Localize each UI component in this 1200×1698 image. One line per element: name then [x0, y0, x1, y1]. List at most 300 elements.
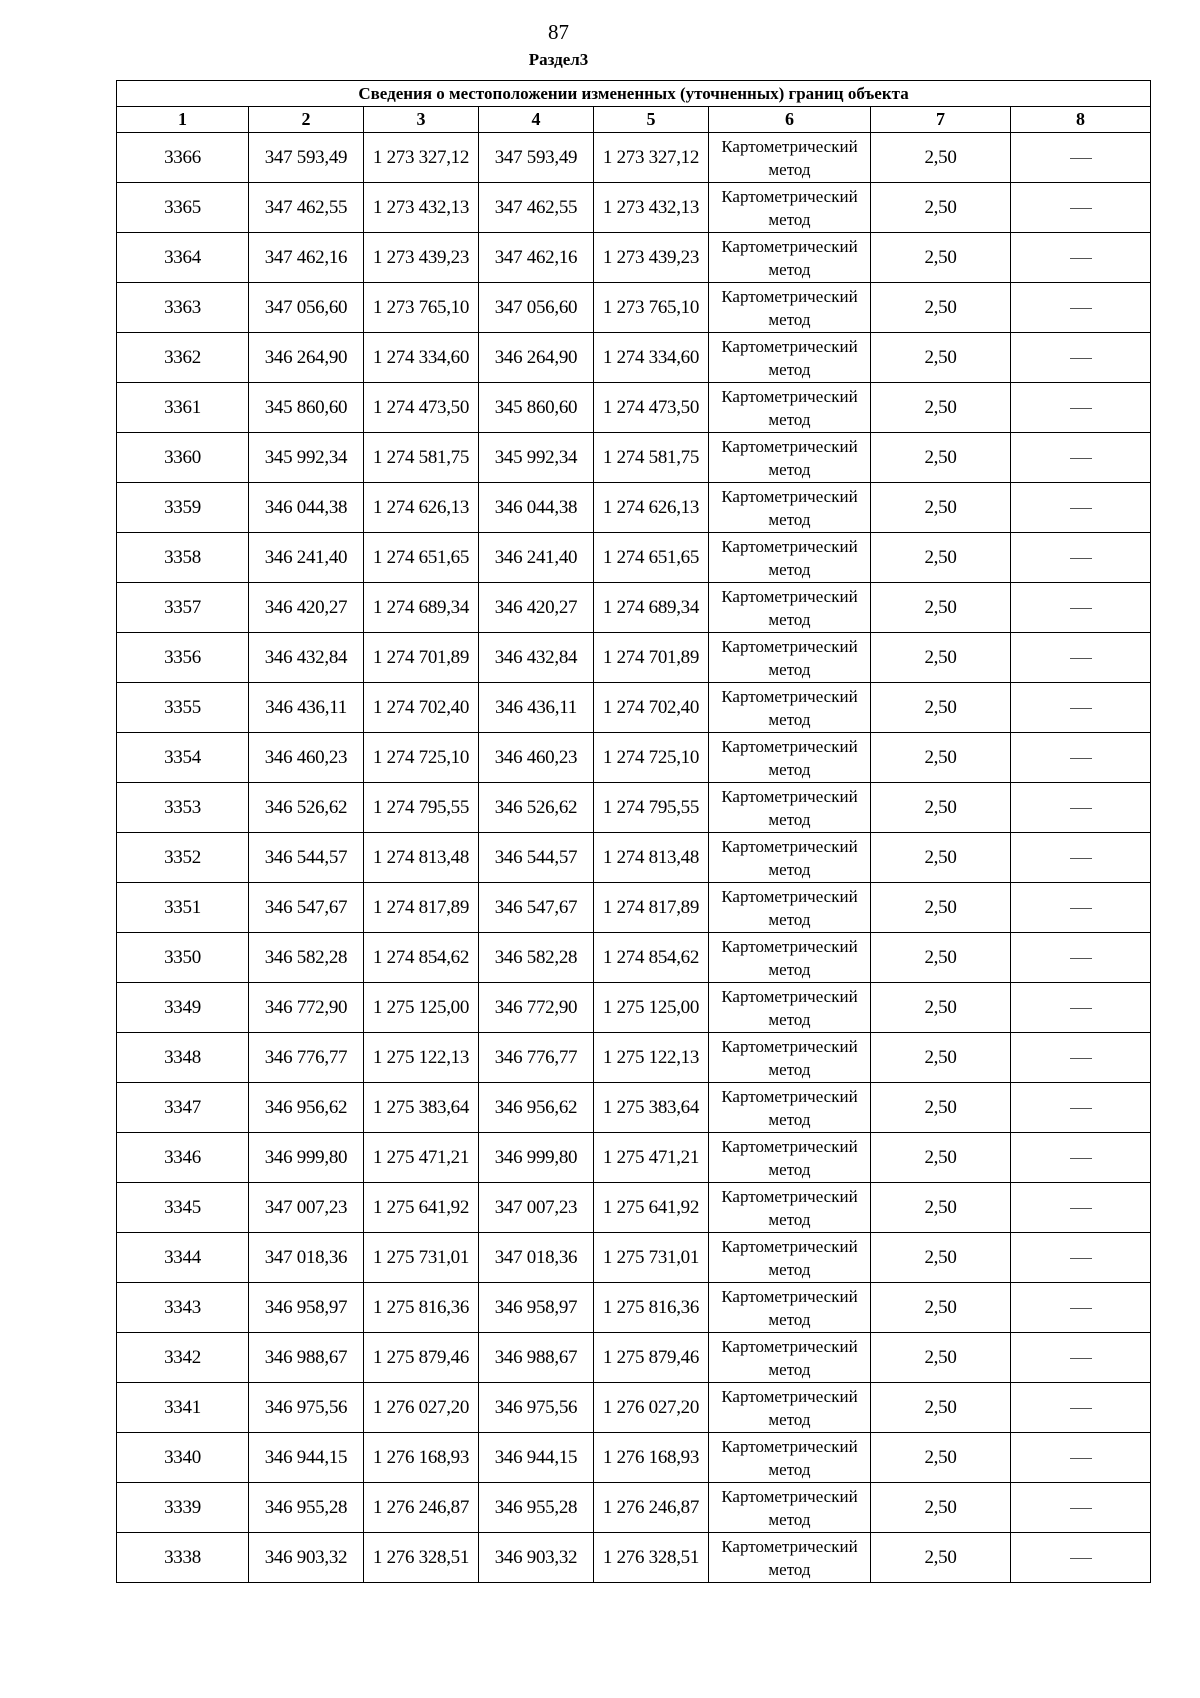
- x-existing-cell: 345 992,34: [249, 433, 364, 483]
- y-existing-cell: 1 274 702,40: [364, 683, 479, 733]
- x-existing-cell: 346 420,27: [249, 583, 364, 633]
- y-existing-cell: 1 275 125,00: [364, 983, 479, 1033]
- accuracy-cell: 2,50: [871, 333, 1011, 383]
- note-cell: [1011, 833, 1151, 883]
- y-existing-cell: 1 274 854,62: [364, 933, 479, 983]
- accuracy-cell: 2,50: [871, 283, 1011, 333]
- y-existing-cell: 1 274 795,55: [364, 783, 479, 833]
- y-existing-cell: 1 275 816,36: [364, 1283, 479, 1333]
- method-cell: Картометрический метод: [709, 283, 871, 333]
- point-number-cell: 3356: [117, 633, 249, 683]
- y-existing-cell: 1 274 334,60: [364, 333, 479, 383]
- y-new-cell: 1 274 817,89: [594, 883, 709, 933]
- method-cell: Картометрический метод: [709, 1483, 871, 1533]
- note-cell: [1011, 233, 1151, 283]
- y-new-cell: 1 274 334,60: [594, 333, 709, 383]
- note-cell: [1011, 1133, 1151, 1183]
- x-new-cell: 347 056,60: [479, 283, 594, 333]
- method-cell: Картометрический метод: [709, 533, 871, 583]
- table-row: [117, 1183, 1151, 1233]
- y-existing-cell: 1 276 328,51: [364, 1533, 479, 1583]
- method-cell: Картометрический метод: [709, 983, 871, 1033]
- x-new-cell: 346 420,27: [479, 583, 594, 633]
- y-existing-cell: 1 275 471,21: [364, 1133, 479, 1183]
- table-row: [117, 1283, 1151, 1333]
- x-existing-cell: 346 776,77: [249, 1033, 364, 1083]
- point-number-cell: 3363: [117, 283, 249, 333]
- accuracy-cell: 2,50: [871, 1133, 1011, 1183]
- y-existing-cell: 1 276 168,93: [364, 1433, 479, 1483]
- y-new-cell: 1 275 383,64: [594, 1083, 709, 1133]
- table-row: [117, 283, 1151, 333]
- point-number-cell: 3344: [117, 1233, 249, 1283]
- point-number-cell: 3353: [117, 783, 249, 833]
- y-new-cell: 1 275 471,21: [594, 1133, 709, 1183]
- y-existing-cell: 1 275 731,01: [364, 1233, 479, 1283]
- dash-mark: [1070, 508, 1092, 509]
- method-cell: Картометрический метод: [709, 1333, 871, 1383]
- point-number-cell: 3358: [117, 533, 249, 583]
- x-new-cell: 346 955,28: [479, 1483, 594, 1533]
- y-existing-cell: 1 275 879,46: [364, 1333, 479, 1383]
- y-existing-cell: 1 273 432,13: [364, 183, 479, 233]
- dash-mark: [1070, 208, 1092, 209]
- x-existing-cell: 346 544,57: [249, 833, 364, 883]
- accuracy-cell: 2,50: [871, 833, 1011, 883]
- y-new-cell: 1 275 816,36: [594, 1283, 709, 1333]
- point-number-cell: 3362: [117, 333, 249, 383]
- dash-mark: [1070, 558, 1092, 559]
- x-new-cell: 346 432,84: [479, 633, 594, 683]
- accuracy-cell: 2,50: [871, 183, 1011, 233]
- method-cell: Картометрический метод: [709, 133, 871, 183]
- x-new-cell: 346 044,38: [479, 483, 594, 533]
- point-number-cell: 3346: [117, 1133, 249, 1183]
- y-existing-cell: 1 273 765,10: [364, 283, 479, 333]
- x-existing-cell: 347 007,23: [249, 1183, 364, 1233]
- note-cell: [1011, 283, 1151, 333]
- accuracy-cell: 2,50: [871, 933, 1011, 983]
- table-caption: Сведения о местоположении измененных (уточненных) границ объекта: [117, 81, 1151, 107]
- x-new-cell: 345 992,34: [479, 433, 594, 483]
- y-existing-cell: 1 273 439,23: [364, 233, 479, 283]
- table-row: [117, 233, 1151, 283]
- accuracy-cell: 2,50: [871, 983, 1011, 1033]
- accuracy-cell: 2,50: [871, 1083, 1011, 1133]
- x-new-cell: 346 944,15: [479, 1433, 594, 1483]
- note-cell: [1011, 933, 1151, 983]
- x-new-cell: 346 772,90: [479, 983, 594, 1033]
- point-number-cell: 3341: [117, 1383, 249, 1433]
- point-number-cell: 3361: [117, 383, 249, 433]
- x-new-cell: 346 436,11: [479, 683, 594, 733]
- dash-mark: [1070, 1508, 1092, 1509]
- dash-mark: [1070, 658, 1092, 659]
- y-new-cell: 1 273 327,12: [594, 133, 709, 183]
- table-row: [117, 933, 1151, 983]
- y-new-cell: 1 273 432,13: [594, 183, 709, 233]
- accuracy-cell: 2,50: [871, 1383, 1011, 1433]
- accuracy-cell: 2,50: [871, 433, 1011, 483]
- table-row: [117, 133, 1151, 183]
- method-cell: Картометрический метод: [709, 333, 871, 383]
- method-cell: Картометрический метод: [709, 933, 871, 983]
- y-new-cell: 1 276 328,51: [594, 1533, 709, 1583]
- accuracy-cell: 2,50: [871, 733, 1011, 783]
- x-existing-cell: 346 999,80: [249, 1133, 364, 1183]
- point-number-cell: 3347: [117, 1083, 249, 1133]
- x-new-cell: 346 582,28: [479, 933, 594, 983]
- note-cell: [1011, 883, 1151, 933]
- x-new-cell: 346 547,67: [479, 883, 594, 933]
- x-new-cell: 347 018,36: [479, 1233, 594, 1283]
- table-row: [117, 433, 1151, 483]
- note-cell: [1011, 1233, 1151, 1283]
- x-existing-cell: 346 955,28: [249, 1483, 364, 1533]
- x-new-cell: 346 241,40: [479, 533, 594, 583]
- accuracy-cell: 2,50: [871, 1233, 1011, 1283]
- column-number: 1: [117, 107, 249, 133]
- y-new-cell: 1 274 795,55: [594, 783, 709, 833]
- x-new-cell: 346 544,57: [479, 833, 594, 883]
- accuracy-cell: 2,50: [871, 1483, 1011, 1533]
- table-row: [117, 983, 1151, 1033]
- table-row: [117, 1333, 1151, 1383]
- y-existing-cell: 1 274 626,13: [364, 483, 479, 533]
- column-number: 5: [594, 107, 709, 133]
- accuracy-cell: 2,50: [871, 1183, 1011, 1233]
- y-existing-cell: 1 274 817,89: [364, 883, 479, 933]
- point-number-cell: 3364: [117, 233, 249, 283]
- accuracy-cell: 2,50: [871, 783, 1011, 833]
- y-existing-cell: 1 274 651,65: [364, 533, 479, 583]
- method-cell: Картометрический метод: [709, 833, 871, 883]
- accuracy-cell: 2,50: [871, 1433, 1011, 1483]
- accuracy-cell: 2,50: [871, 483, 1011, 533]
- x-existing-cell: 346 264,90: [249, 333, 364, 383]
- page-number: 87: [548, 20, 569, 44]
- note-cell: [1011, 583, 1151, 633]
- dash-mark: [1070, 1408, 1092, 1409]
- x-existing-cell: 347 056,60: [249, 283, 364, 333]
- table-row: [117, 383, 1151, 433]
- table-row: [117, 483, 1151, 533]
- table-row: [117, 1483, 1151, 1533]
- dash-mark: [1070, 258, 1092, 259]
- dash-mark: [1070, 908, 1092, 909]
- column-number: 6: [709, 107, 871, 133]
- dash-mark: [1070, 708, 1092, 709]
- note-cell: [1011, 633, 1151, 683]
- x-existing-cell: 346 432,84: [249, 633, 364, 683]
- y-new-cell: 1 275 641,92: [594, 1183, 709, 1233]
- method-cell: Картометрический метод: [709, 1133, 871, 1183]
- accuracy-cell: 2,50: [871, 1333, 1011, 1383]
- note-cell: [1011, 1483, 1151, 1533]
- accuracy-cell: 2,50: [871, 1283, 1011, 1333]
- x-new-cell: 346 903,32: [479, 1533, 594, 1583]
- method-cell: Картометрический метод: [709, 583, 871, 633]
- section-title: Раздел3: [528, 50, 589, 69]
- method-cell: Картометрический метод: [709, 733, 871, 783]
- y-existing-cell: 1 274 813,48: [364, 833, 479, 883]
- accuracy-cell: 2,50: [871, 1533, 1011, 1583]
- x-new-cell: 346 975,56: [479, 1383, 594, 1433]
- accuracy-cell: 2,50: [871, 133, 1011, 183]
- note-cell: [1011, 1283, 1151, 1333]
- note-cell: [1011, 1183, 1151, 1233]
- y-new-cell: 1 274 854,62: [594, 933, 709, 983]
- x-new-cell: 346 958,97: [479, 1283, 594, 1333]
- note-cell: [1011, 1433, 1151, 1483]
- method-cell: Картометрический метод: [709, 783, 871, 833]
- x-existing-cell: 346 460,23: [249, 733, 364, 783]
- point-number-cell: 3340: [117, 1433, 249, 1483]
- method-cell: Картометрический метод: [709, 433, 871, 483]
- x-existing-cell: 347 462,55: [249, 183, 364, 233]
- x-existing-cell: 346 903,32: [249, 1533, 364, 1583]
- table-row: [117, 1433, 1151, 1483]
- column-number: 3: [364, 107, 479, 133]
- x-existing-cell: 346 582,28: [249, 933, 364, 983]
- y-new-cell: 1 273 439,23: [594, 233, 709, 283]
- point-number-cell: 3350: [117, 933, 249, 983]
- dash-mark: [1070, 458, 1092, 459]
- note-cell: [1011, 433, 1151, 483]
- method-cell: Картометрический метод: [709, 233, 871, 283]
- column-number: 4: [479, 107, 594, 133]
- y-new-cell: 1 274 473,50: [594, 383, 709, 433]
- y-existing-cell: 1 274 725,10: [364, 733, 479, 783]
- y-new-cell: 1 273 765,10: [594, 283, 709, 333]
- table-row: [117, 1033, 1151, 1083]
- note-cell: [1011, 133, 1151, 183]
- dash-mark: [1070, 358, 1092, 359]
- y-new-cell: 1 274 813,48: [594, 833, 709, 883]
- point-number-cell: 3366: [117, 133, 249, 183]
- point-number-cell: 3339: [117, 1483, 249, 1533]
- column-number-row: [117, 107, 1151, 133]
- note-cell: [1011, 1333, 1151, 1383]
- table-row: [117, 733, 1151, 783]
- point-number-cell: 3352: [117, 833, 249, 883]
- dash-mark: [1070, 1458, 1092, 1459]
- x-existing-cell: 347 593,49: [249, 133, 364, 183]
- y-existing-cell: 1 274 581,75: [364, 433, 479, 483]
- x-existing-cell: 346 958,97: [249, 1283, 364, 1333]
- x-existing-cell: 345 860,60: [249, 383, 364, 433]
- y-existing-cell: 1 276 246,87: [364, 1483, 479, 1533]
- dash-mark: [1070, 958, 1092, 959]
- x-existing-cell: 346 956,62: [249, 1083, 364, 1133]
- y-existing-cell: 1 274 701,89: [364, 633, 479, 683]
- y-existing-cell: 1 275 122,13: [364, 1033, 479, 1083]
- x-existing-cell: 347 018,36: [249, 1233, 364, 1283]
- y-new-cell: 1 275 879,46: [594, 1333, 709, 1383]
- point-number-cell: 3355: [117, 683, 249, 733]
- point-number-cell: 3357: [117, 583, 249, 633]
- x-existing-cell: 346 772,90: [249, 983, 364, 1033]
- x-new-cell: 346 264,90: [479, 333, 594, 383]
- note-cell: [1011, 333, 1151, 383]
- accuracy-cell: 2,50: [871, 683, 1011, 733]
- accuracy-cell: 2,50: [871, 633, 1011, 683]
- point-number-cell: 3348: [117, 1033, 249, 1083]
- dash-mark: [1070, 158, 1092, 159]
- dash-mark: [1070, 1358, 1092, 1359]
- x-new-cell: 346 999,80: [479, 1133, 594, 1183]
- table-body: [117, 133, 1151, 1583]
- dash-mark: [1070, 858, 1092, 859]
- method-cell: Картометрический метод: [709, 633, 871, 683]
- method-cell: Картометрический метод: [709, 1433, 871, 1483]
- method-cell: Картометрический метод: [709, 1083, 871, 1133]
- column-number: 2: [249, 107, 364, 133]
- dash-mark: [1070, 308, 1092, 309]
- note-cell: [1011, 1533, 1151, 1583]
- accuracy-cell: 2,50: [871, 883, 1011, 933]
- x-existing-cell: 346 526,62: [249, 783, 364, 833]
- y-new-cell: 1 274 689,34: [594, 583, 709, 633]
- y-existing-cell: 1 276 027,20: [364, 1383, 479, 1433]
- method-cell: Картометрический метод: [709, 1383, 871, 1433]
- note-cell: [1011, 383, 1151, 433]
- table-row: [117, 1133, 1151, 1183]
- column-number: 7: [871, 107, 1011, 133]
- dash-mark: [1070, 1208, 1092, 1209]
- y-new-cell: 1 276 027,20: [594, 1383, 709, 1433]
- method-cell: Картометрический метод: [709, 1283, 871, 1333]
- dash-mark: [1070, 1058, 1092, 1059]
- point-number-cell: 3338: [117, 1533, 249, 1583]
- y-new-cell: 1 275 122,13: [594, 1033, 709, 1083]
- y-existing-cell: 1 274 689,34: [364, 583, 479, 633]
- table-row: [117, 833, 1151, 883]
- note-cell: [1011, 683, 1151, 733]
- y-new-cell: 1 276 246,87: [594, 1483, 709, 1533]
- x-existing-cell: 346 044,38: [249, 483, 364, 533]
- accuracy-cell: 2,50: [871, 233, 1011, 283]
- y-existing-cell: 1 275 641,92: [364, 1183, 479, 1233]
- method-cell: Картометрический метод: [709, 1233, 871, 1283]
- y-new-cell: 1 275 731,01: [594, 1233, 709, 1283]
- y-new-cell: 1 275 125,00: [594, 983, 709, 1033]
- dash-mark: [1070, 408, 1092, 409]
- note-cell: [1011, 983, 1151, 1033]
- point-number-cell: 3342: [117, 1333, 249, 1383]
- note-cell: [1011, 1033, 1151, 1083]
- note-cell: [1011, 733, 1151, 783]
- dash-mark: [1070, 1108, 1092, 1109]
- method-cell: Картометрический метод: [709, 483, 871, 533]
- method-cell: Картометрический метод: [709, 383, 871, 433]
- x-new-cell: 346 526,62: [479, 783, 594, 833]
- y-new-cell: 1 274 626,13: [594, 483, 709, 533]
- x-new-cell: 346 988,67: [479, 1333, 594, 1383]
- point-number-cell: 3354: [117, 733, 249, 783]
- x-existing-cell: 346 944,15: [249, 1433, 364, 1483]
- note-cell: [1011, 783, 1151, 833]
- y-new-cell: 1 276 168,93: [594, 1433, 709, 1483]
- dash-mark: [1070, 758, 1092, 759]
- dash-mark: [1070, 608, 1092, 609]
- table-row: [117, 783, 1151, 833]
- x-new-cell: 345 860,60: [479, 383, 594, 433]
- y-existing-cell: 1 275 383,64: [364, 1083, 479, 1133]
- column-number: 8: [1011, 107, 1151, 133]
- x-existing-cell: 346 975,56: [249, 1383, 364, 1433]
- method-cell: Картометрический метод: [709, 883, 871, 933]
- y-new-cell: 1 274 581,75: [594, 433, 709, 483]
- point-number-cell: 3360: [117, 433, 249, 483]
- table-row: [117, 183, 1151, 233]
- x-existing-cell: 346 988,67: [249, 1333, 364, 1383]
- dash-mark: [1070, 1258, 1092, 1259]
- y-new-cell: 1 274 701,89: [594, 633, 709, 683]
- method-cell: Картометрический метод: [709, 1183, 871, 1233]
- x-existing-cell: 346 547,67: [249, 883, 364, 933]
- boundary-coordinates-table: [116, 80, 1151, 1583]
- y-new-cell: 1 274 725,10: [594, 733, 709, 783]
- point-number-cell: 3345: [117, 1183, 249, 1233]
- accuracy-cell: 2,50: [871, 583, 1011, 633]
- method-cell: Картометрический метод: [709, 683, 871, 733]
- y-existing-cell: 1 273 327,12: [364, 133, 479, 183]
- x-new-cell: 347 007,23: [479, 1183, 594, 1233]
- table-row: [117, 333, 1151, 383]
- accuracy-cell: 2,50: [871, 383, 1011, 433]
- x-new-cell: 346 956,62: [479, 1083, 594, 1133]
- table-row: [117, 1083, 1151, 1133]
- method-cell: Картометрический метод: [709, 1033, 871, 1083]
- x-existing-cell: 347 462,16: [249, 233, 364, 283]
- x-new-cell: 347 462,16: [479, 233, 594, 283]
- dash-mark: [1070, 1158, 1092, 1159]
- point-number-cell: 3359: [117, 483, 249, 533]
- method-cell: Картометрический метод: [709, 183, 871, 233]
- x-existing-cell: 346 436,11: [249, 683, 364, 733]
- x-new-cell: 347 462,55: [479, 183, 594, 233]
- accuracy-cell: 2,50: [871, 1033, 1011, 1083]
- note-cell: [1011, 483, 1151, 533]
- note-cell: [1011, 1383, 1151, 1433]
- point-number-cell: 3343: [117, 1283, 249, 1333]
- note-cell: [1011, 533, 1151, 583]
- x-new-cell: 346 776,77: [479, 1033, 594, 1083]
- x-existing-cell: 346 241,40: [249, 533, 364, 583]
- method-cell: Картометрический метод: [709, 1533, 871, 1583]
- table-row: [117, 583, 1151, 633]
- accuracy-cell: 2,50: [871, 533, 1011, 583]
- table-row: [117, 1233, 1151, 1283]
- table-row: [117, 883, 1151, 933]
- note-cell: [1011, 1083, 1151, 1133]
- table-row: [117, 533, 1151, 583]
- x-new-cell: 346 460,23: [479, 733, 594, 783]
- y-existing-cell: 1 274 473,50: [364, 383, 479, 433]
- dash-mark: [1070, 1008, 1092, 1009]
- point-number-cell: 3351: [117, 883, 249, 933]
- x-new-cell: 347 593,49: [479, 133, 594, 183]
- table-row: [117, 633, 1151, 683]
- y-new-cell: 1 274 651,65: [594, 533, 709, 583]
- table-row: [117, 1383, 1151, 1433]
- dash-mark: [1070, 808, 1092, 809]
- point-number-cell: 3349: [117, 983, 249, 1033]
- table-row: [117, 1533, 1151, 1583]
- note-cell: [1011, 183, 1151, 233]
- dash-mark: [1070, 1308, 1092, 1309]
